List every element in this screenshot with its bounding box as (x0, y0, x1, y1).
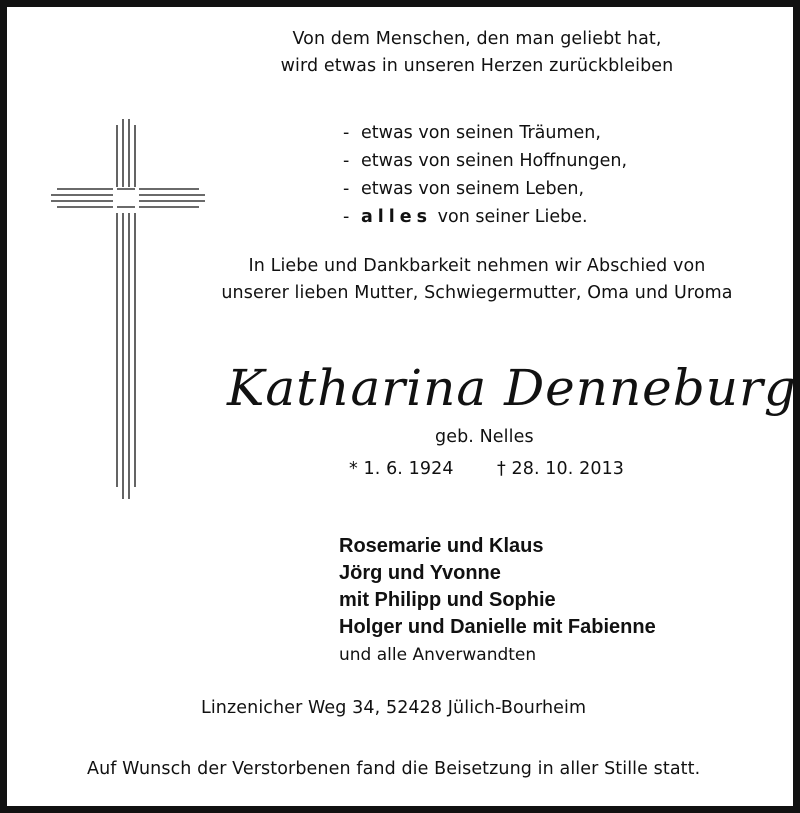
family-line: Rosemarie und Klaus (339, 535, 544, 557)
relatives-line: und alle Anverwandten (339, 645, 537, 665)
family-line: Holger und Danielle mit Fabienne (339, 616, 656, 638)
list-dash: - (343, 179, 350, 199)
list-item-text: von seiner Liebe. (437, 207, 588, 227)
farewell-line-1: In Liebe und Dankbarkeit nehmen wir Abschied von (248, 256, 706, 276)
address: Linzenicher Weg 34, 52428 Jülich-Bourheim (201, 698, 587, 718)
list-item (343, 119, 627, 147)
list-emphasis: alles (361, 207, 433, 227)
family-line: mit Philipp und Sophie (339, 589, 556, 611)
maiden-name: geb. Nelles (435, 427, 534, 447)
quote-line-2: wird etwas in unseren Herzen zurückbleiben (280, 56, 674, 76)
farewell-line-2: unserer lieben Mutter, Schwiegermutter, Oma und Uroma (221, 283, 733, 303)
list-dash: - (343, 151, 350, 171)
list-item (343, 175, 627, 203)
list-item-text: etwas von seinen Träumen, (361, 123, 601, 143)
list-dash: - (343, 207, 350, 227)
family-line: Jörg und Yvonne (339, 562, 501, 584)
birth-date: * 1. 6. 1924 (349, 459, 454, 479)
dash-list (343, 119, 627, 231)
deceased-name: Katharina Denneburg (227, 359, 797, 417)
death-date: † 28. 10. 2013 (497, 459, 625, 479)
cross-icon (47, 117, 217, 507)
list-dash: - (343, 123, 350, 143)
list-item-text: etwas von seinem Leben, (361, 179, 585, 199)
list-item-text: etwas von seinen Hoffnungen, (361, 151, 628, 171)
list-item (343, 203, 627, 231)
quote-line-1: Von dem Menschen, den man geliebt hat, (292, 29, 662, 49)
burial-note: Auf Wunsch der Verstorbenen fand die Beisetzung in aller Stille statt. (87, 759, 701, 779)
list-item (343, 147, 627, 175)
